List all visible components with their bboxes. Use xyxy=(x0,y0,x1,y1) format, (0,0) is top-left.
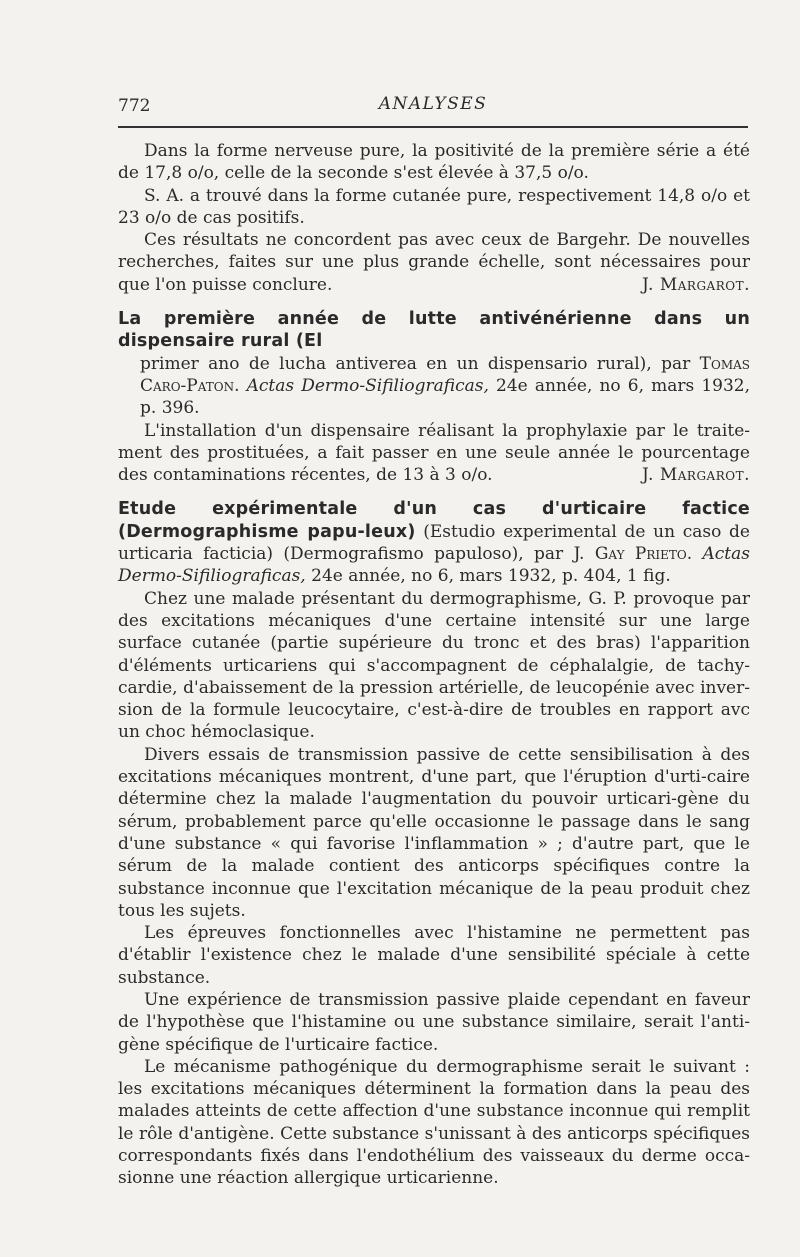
text-line: S. A. a trouvé dans la forme cutanée pure, respectivement 14,8 o/o xyxy=(144,185,728,206)
entry-subtitle: (Estudio experimental de un caso de urticaria facticia) (Dermografismo papuloso), par xyxy=(118,521,750,565)
text-line: recherches, faites sur une plus grande échelle, sont nécessaires pour que xyxy=(118,252,750,295)
signature: J. Margarot. xyxy=(642,274,750,295)
signature: J. Margarot. xyxy=(642,465,750,486)
entry-paragraph-5: Le mécanisme pathogénique du dermographisme serait le suivant : les excitations mécaniques déterminent la formation dans la peau des malades atteints de cette affection d'une substance inconnue qui remplit le rôle d'antigène. Cette substance s'unissant à des anticorps spécifiques correspondants fixés dans l'endothélium des vaisseaux du derme occa-sionne une réaction allergique urticarienne. xyxy=(118,1056,750,1189)
text-line: L'installation d'un dispensaire réalisant la prophylaxie par le traite- xyxy=(144,420,750,441)
entry-heading xyxy=(118,308,750,353)
page-content xyxy=(118,140,750,1190)
entry-body xyxy=(118,420,750,487)
entry-citation: 24e année, no 6, mars 1932, p. 404, 1 fig. xyxy=(305,566,671,587)
entry-title: La première année de lutte antivénérienne dans un dispensaire rural xyxy=(118,309,750,352)
entry-author: J. Gay Prieto. xyxy=(573,544,693,565)
entry-journal: Actas Dermo-Sifiliograficas, xyxy=(246,375,489,396)
intro-paragraph-3 xyxy=(118,229,750,296)
entry-heading xyxy=(118,498,750,587)
page-number: 772 xyxy=(118,96,151,116)
abstract-entry-2 xyxy=(118,498,750,1189)
entry-title: Etude expérimentale d'un cas d'urticaire factice (Dermographisme papu-leux) xyxy=(118,499,750,542)
text-line: Dans la forme nerveuse pure, la positivité de la première série a été xyxy=(144,141,750,161)
entry-reference xyxy=(118,353,750,420)
entry-paragraph-2: Divers essais de transmission passive de cette sensibilisation à des excitations mécaniques montrent, d'une part, que l'éruption d'urti-caire détermine chez la malade l'augmentation du pouvoir urticari-gène du sérum, probablement parce qu'elle occasionne le passage dans le sang d'une substance « qui favorise l'inflammation » ; d'autre part, que le sérum de la malade contient des anticorps spécifiques contre la substance inconnue que l'excitation mécanique de la peau produit chez tous les sujets. xyxy=(118,744,750,921)
entry-paragraph-4: Une expérience de transmission passive plaide cependant en faveur de l'hypothèse que l'histamine ou une substance similaire, serait l'anti-gène spécifique de l'urticaire factice. xyxy=(118,989,750,1055)
entry-paragraph-1: Chez une malade présentant du dermographisme, G. P. provoque par des excitations mécaniques d'une certaine intensité sur une large surface cutanée (partie supérieure du tronc et des bras) l'apparition d'éléments urticariens qui s'accompagnent de céphalalgie, de tachy-cardie, d'abaissement de la pression artérielle, de leucopénie avec inver-sion de la formule leucocytaire, c'est-à-dire de troubles en rapport avc un choc hémoclasique. xyxy=(118,588,750,743)
abstract-entry-1 xyxy=(118,308,750,486)
entry-paragraph-3: Les épreuves fonctionnelles avec l'histamine ne permettent pas d'établir l'existence chez le malade d'une sensibilité spéciale à cette substance. xyxy=(118,923,750,988)
entry-journal: Actas Dermo-Sifiliograficas, xyxy=(118,544,750,587)
text-line: Ces résultats ne concordent pas avec ceux de Bargehr. De nouvelles xyxy=(144,230,750,251)
intro-paragraph-2 xyxy=(118,185,750,230)
text-line: l'on puisse conclure. xyxy=(155,274,333,295)
text-line: des contaminations récentes, de 13 à 3 o/o. xyxy=(118,465,493,486)
page-header xyxy=(118,90,748,130)
entry-subtitle: primer ano de lucha antiverea en un dispensario rural), par xyxy=(140,353,700,374)
header-rule xyxy=(118,126,748,128)
intro-paragraph-1 xyxy=(118,140,750,185)
entry-citation: 24e année, no 6, mars 1932, p. 396. xyxy=(140,375,750,419)
text-line: et 23 o/o de cas positifs. xyxy=(118,185,750,228)
running-title: ANALYSES xyxy=(378,94,488,114)
text-line: de 17,8 o/o, celle de la seconde s'est élevée à 37,5 o/o. xyxy=(118,163,589,184)
entry-author: Tomas Caro-Paton. xyxy=(140,353,750,396)
text-line: ment des prostituées, a fait passer en une seule année le pourcentage xyxy=(118,442,750,463)
entry-title-paren: (El xyxy=(289,331,323,352)
